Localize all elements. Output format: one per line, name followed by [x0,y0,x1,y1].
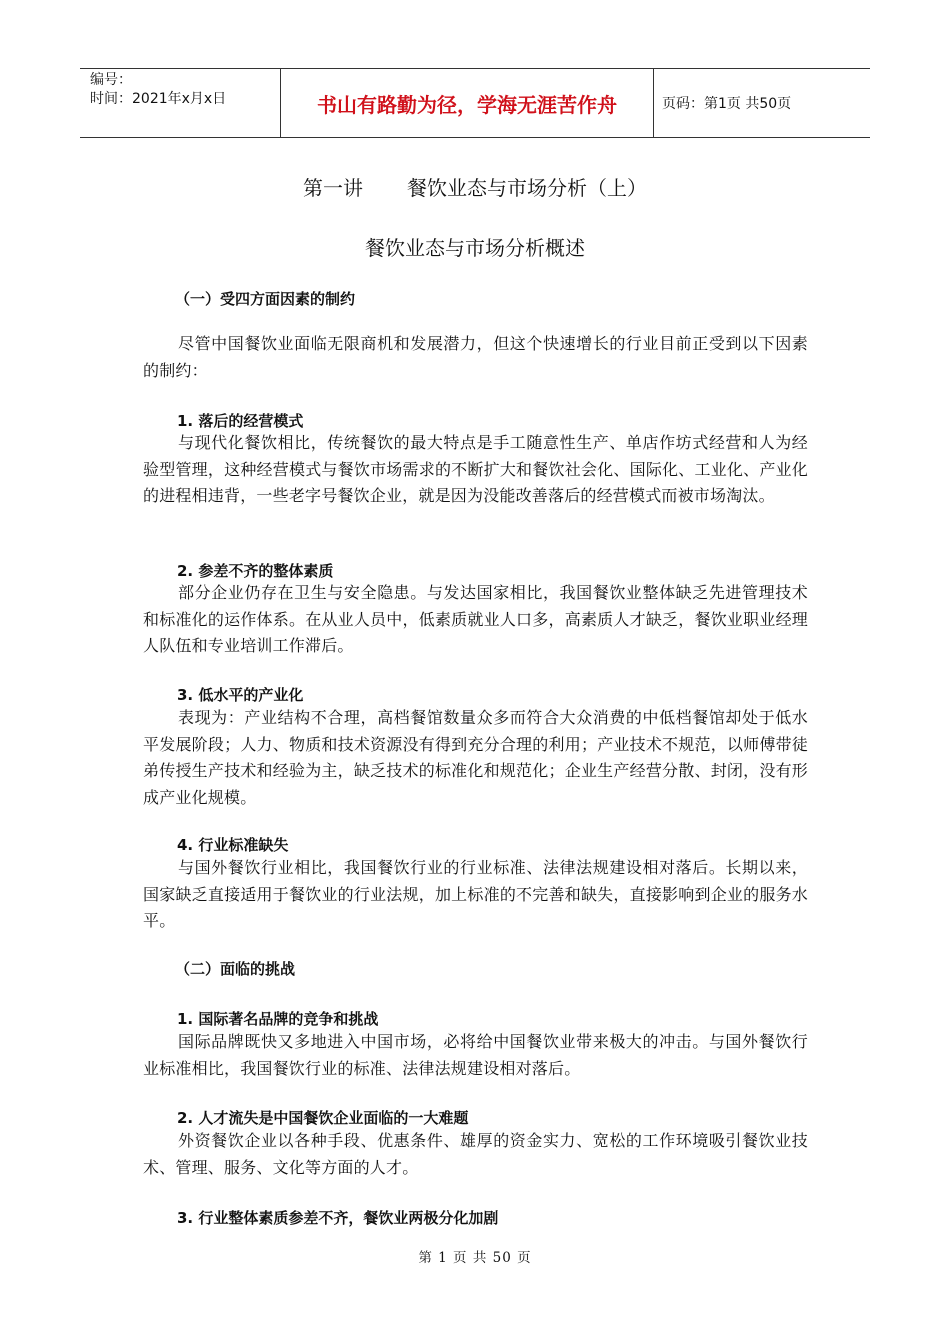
paragraph: 与国外餐饮行业相比，我国餐饮行业的行业标准、法律法规建设相对落后。长期以来，国家缺乏直接适用于餐饮业的行业法规，加上标准的不完善和缺失，直接影响到企业的服务水平。 [143,858,808,930]
header-page-code: 页码：第1页 共50页 [662,96,792,112]
page-subtitle: 餐饮业态与市场分析概述 [365,236,585,260]
header-meta [80,69,280,137]
paragraph: 国际品牌既快又多地进入中国市场，必将给中国餐饮业带来极大的冲击。与国外餐饮行业标准相比，我国餐饮行业的标准、法律法规建设相对落后。 [143,1032,808,1078]
document-header [80,68,870,138]
paragraph: 外资餐饮企业以各种手段、优惠条件、雄厚的资金实力、宽松的工作环境吸引餐饮业技术、管理、服务、文化等方面的人才。 [143,1131,808,1177]
section-heading: （二）面临的挑战 [175,960,296,978]
page-footer: 第 1 页 共 50 页 [418,1250,532,1266]
item-heading: 1. 落后的经营模式 [177,412,304,430]
item-heading: 3. 低水平的产业化 [177,686,304,704]
paragraph: 尽管中国餐饮业面临无限商机和发展潜力，但这个快速增长的行业目前正受到以下因素的制约： [143,334,808,380]
date-label: 时间：2021年x月x日 [90,91,227,107]
number-label: 编号： [90,72,132,88]
item-heading: 3. 行业整体素质参差不齐，餐饮业两极分化加剧 [177,1209,499,1227]
header-motto: 书山有路勤为径，学海无涯苦作舟 [280,69,654,137]
item-heading: 2. 人才流失是中国餐饮企业面临的一大难题 [177,1109,469,1127]
paragraph: 表现为：产业结构不合理，高档餐馆数量众多而符合大众消费的中低档餐馆却处于低水平发展阶段；人力、物质和技术资源没有得到充分合理的利用；产业技术不规范，以师傅带徒弟传授生产技术和经验为主，缺乏技术的标准化和规范化；企业生产经营分散、封闭，没有形成产业化规模。 [143,708,808,807]
item-heading: 2. 参差不齐的整体素质 [177,562,334,580]
item-heading: 1. 国际著名品牌的竞争和挑战 [177,1010,379,1028]
paragraph: 部分企业仍存在卫生与安全隐患。与发达国家相比，我国餐饮业整体缺乏先进管理技术和标准化的运作体系。在从业人员中，低素质就业人口多，高素质人才缺乏，餐饮业职业经理人队伍和专业培训工作滞后。 [143,583,808,655]
item-heading: 4. 行业标准缺失 [177,836,289,854]
paragraph: 与现代化餐饮相比，传统餐饮的最大特点是手工随意性生产、单店作坊式经营和人为经验型管理，这种经营模式与餐饮市场需求的不断扩大和餐饮社会化、国际化、工业化、产业化的进程相违背，一些老字号餐饮企业，就是因为没能改善落后的经营模式而被市场淘汰。 [143,433,808,505]
page-title [0,172,950,201]
lecture-topic: 餐饮业态与市场分析（上） [407,176,647,200]
section-heading: （一）受四方面因素的制约 [175,290,356,308]
lecture-label: 第一讲 [303,176,363,200]
